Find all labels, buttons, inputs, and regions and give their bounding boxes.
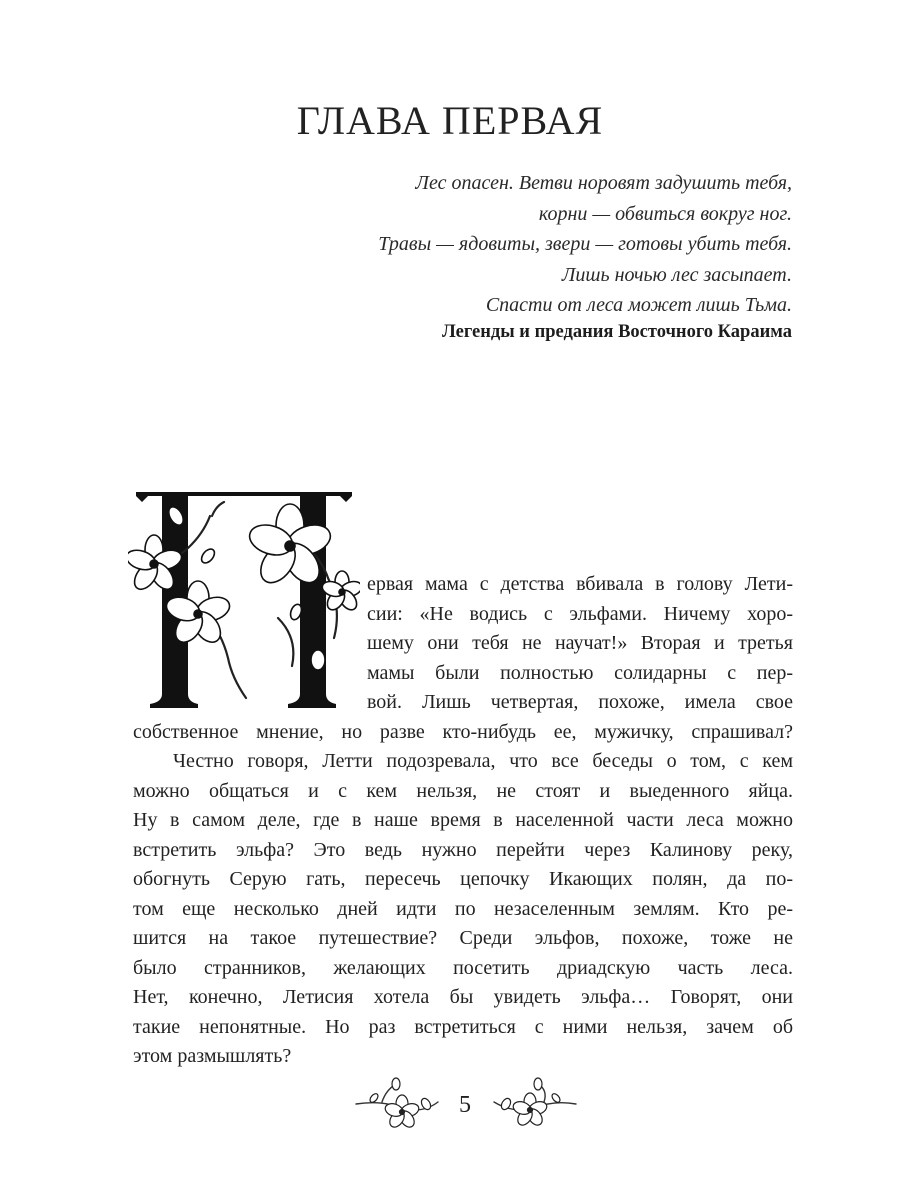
body-line: том еще несколько дней идти по незаселенным землям. Кто ре-: [133, 897, 793, 920]
body-line: Ну в самом деле, где в наше время в населенной части леса можно: [133, 809, 793, 831]
flower-branch-icon: [352, 1074, 442, 1132]
body-line: Честно говоря, Летти подозревала, что все беседы о том, с кем: [173, 750, 793, 772]
body-line: этом размышлять?: [133, 1045, 292, 1067]
body-line: обогнуть Серую гать, пересечь цепочку Икающих полян, да по-: [133, 868, 793, 890]
body-line: шему они тебя не научат!» Вторая и третья: [367, 632, 793, 654]
body-line: было странников, желающих посетить дриадскую часть леса.: [133, 956, 793, 979]
body-line: собственное мнение, но разве кто-нибудь ее, мужичку, спрашивал?: [133, 720, 793, 743]
body-line: ервая мама с детства вбивала в голову Лети-: [367, 573, 793, 595]
epigraph: [378, 168, 792, 321]
flower-branch-icon: [490, 1074, 580, 1132]
page-number: 5: [459, 1092, 471, 1118]
body-text: [133, 570, 793, 1072]
body-line: такие непонятные. Но раз встретиться с ними нельзя, зачем об: [133, 1015, 793, 1038]
epigraph-line: Спасти от леса может лишь Тьма.: [485, 294, 792, 316]
epigraph-source: Легенды и предания Восточного Караима: [441, 322, 792, 342]
chapter-title: ГЛАВА ПЕРВАЯ: [296, 97, 604, 143]
epigraph-line: Травы — ядовиты, звери — готовы убить тебя.: [378, 233, 792, 255]
epigraph-line: Лес опасен. Ветви норовят задушить тебя,: [415, 172, 792, 194]
body-line: Нет, конечно, Летисия хотела бы увидеть эльфа… Говорят, они: [133, 986, 793, 1008]
body-line: мамы были полностью солидарны с пер-: [367, 661, 793, 684]
epigraph-line: корни — обвиться вокруг ног.: [538, 202, 792, 225]
body-line: сии: «Не водись с эльфами. Ничему хоро-: [367, 602, 793, 625]
page-footer: [0, 1072, 900, 1132]
body-line: встретить эльфа? Это ведь нужно перейти через Калинову реку,: [133, 838, 793, 861]
body-line: шится на такое путешествие? Среди эльфов, похоже, тоже не: [133, 927, 793, 949]
epigraph-line: Лишь ночью лес засыпает.: [561, 263, 792, 286]
body-line: вой. Лишь четвертая, похоже, имела свое: [367, 691, 793, 713]
body-line: можно общаться и с кем нельзя, не стоят и выеденного яйца.: [133, 779, 793, 802]
